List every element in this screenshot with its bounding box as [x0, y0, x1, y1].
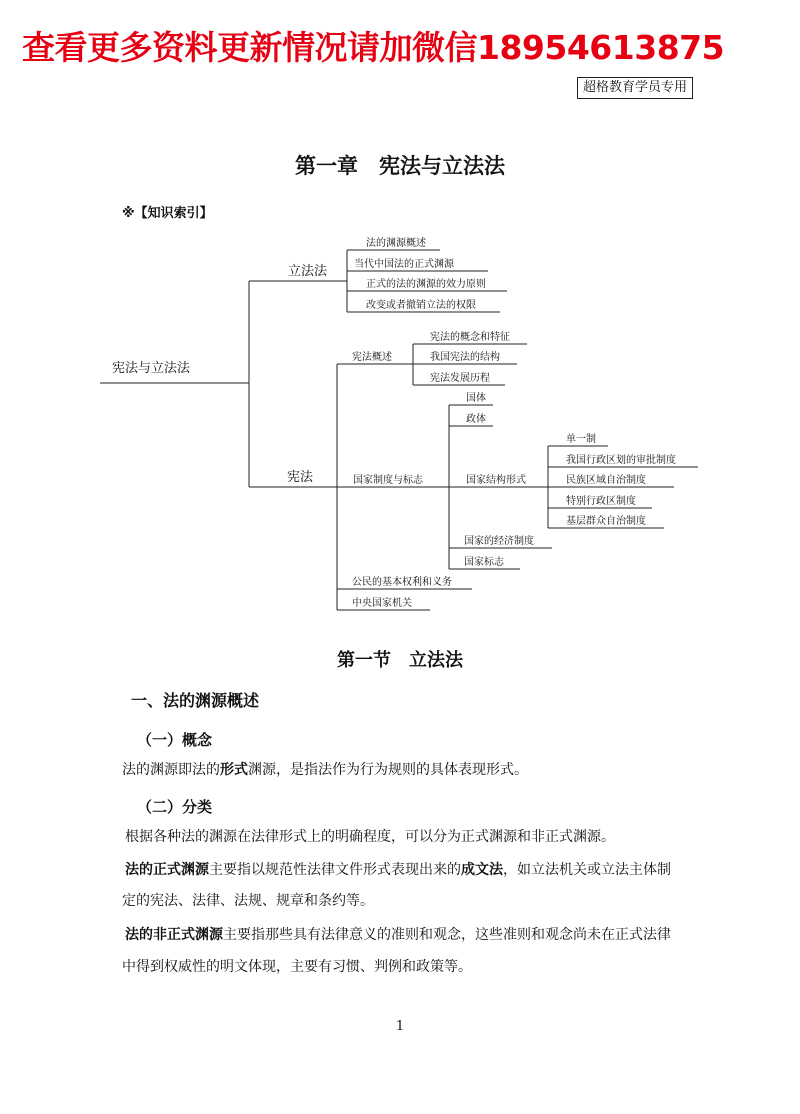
mindmap-lifafa-item: 法的渊源概述: [366, 238, 426, 249]
watermark-banner: 查看更多资料更新情况请加微信18954613875: [22, 28, 725, 67]
mindmap-guoti: 国体: [466, 393, 486, 404]
subheading-concept: （一）概念: [137, 731, 213, 749]
mindmap-jiegou-item: 单一制: [566, 434, 596, 445]
page-number: 1: [395, 1019, 405, 1034]
mindmap-gaishu-item: 宪法发展历程: [430, 373, 490, 384]
heading-sources-overview: 一、法的渊源概述: [131, 691, 260, 710]
mindmap-xianfa: 宪法: [287, 470, 314, 485]
informal-sources-paragraph-cont: 中得到权威性的明文体现，主要有习惯、判例和政策等。: [122, 959, 472, 975]
mindmap-jiegou-item: 民族区域自治制度: [566, 475, 646, 486]
mindmap-lifafa: 立法法: [288, 264, 328, 279]
mindmap-gaishu-item: 我国宪法的结构: [430, 352, 500, 363]
student-badge: 超格教育学员专用: [577, 77, 693, 99]
mindmap-jiegou-item: 特别行政区制度: [566, 496, 636, 507]
mindmap-jingji: 国家的经济制度: [464, 536, 534, 547]
mindmap-jiegou-item: 基层群众自治制度: [566, 516, 646, 527]
mindmap-lifafa-item: 当代中国法的正式渊源: [354, 259, 454, 270]
mindmap-jiegou-item: 我国行政区划的审批制度: [566, 455, 676, 466]
mindmap-biaozhi: 国家标志: [464, 557, 504, 568]
knowledge-index-label: ※【知识索引】: [122, 206, 213, 221]
mindmap-gaishu-item: 宪法的概念和特征: [430, 332, 510, 343]
formal-sources-paragraph: 法的正式渊源主要指以规范性法律文件形式表现出来的成文法，如立法机关或立法主体制: [125, 862, 671, 878]
mindmap-gaishu: 宪法概述: [352, 352, 392, 363]
formal-sources-paragraph-cont: 定的宪法、法律、法规、规章和条约等。: [122, 893, 374, 909]
mindmap-lifafa-item: 正式的法的渊源的效力原则: [366, 279, 486, 290]
subheading-classification: （二）分类: [137, 798, 213, 816]
mindmap-zhengti: 政体: [466, 414, 486, 425]
section-title: 第一节 立法法: [337, 650, 463, 671]
classification-paragraph: 根据各种法的渊源在法律形式上的明确程度，可以分为正式渊源和非正式渊源。: [125, 829, 615, 845]
informal-sources-paragraph: 法的非正式渊源主要指那些具有法律意义的准则和观念，这些准则和观念尚未在正式法律: [125, 927, 671, 943]
concept-paragraph: 法的渊源即法的形式渊源，是指法作为行为规则的具体表现形式。: [122, 762, 528, 778]
mindmap-jiguan: 中央国家机关: [352, 598, 412, 609]
mindmap-quanli: 公民的基本权利和义务: [352, 577, 452, 588]
mindmap-zhidu: 国家制度与标志: [353, 475, 423, 486]
mindmap-lifafa-item: 改变或者撤销立法的权限: [366, 300, 476, 311]
mindmap-jiegou: 国家结构形式: [466, 475, 526, 486]
mindmap-root: 宪法与立法法: [112, 361, 191, 376]
chapter-title: 第一章 宪法与立法法: [295, 153, 505, 178]
